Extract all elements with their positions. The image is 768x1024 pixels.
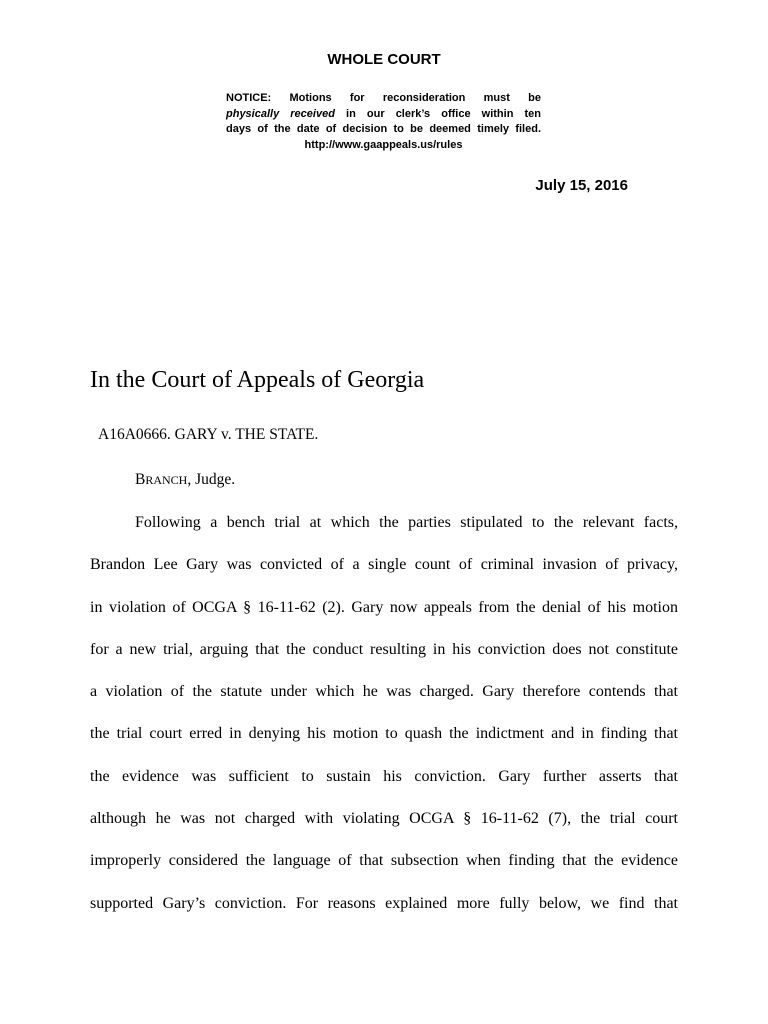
opinion-line: Brandon Lee Gary was convicted of a single count of criminal invasion of privacy, <box>90 556 678 574</box>
judge-initial: B <box>135 471 146 488</box>
notice-text-1: Motions for reconsideration must be <box>289 92 541 104</box>
opinion-line: a violation of the statute under which he was charged. Gary therefore contends that <box>90 683 678 701</box>
notice-line-2 <box>226 107 541 123</box>
opinion-line: improperly considered the language of that subsection when finding that the evidence <box>90 852 678 870</box>
opinion-line: although he was not charged with violating OCGA § 16-11-62 (7), the trial court <box>90 810 678 828</box>
notice-text-2: in our clerk’s office within ten <box>346 107 542 120</box>
opinion-line: in violation of OCGA § 16-11-62 (2). Gary now appeals from the denial of his motion <box>90 598 678 616</box>
notice-line-3: days of the date of decision to be deemed timely filed. <box>226 123 541 135</box>
notice-line-1 <box>226 91 541 107</box>
opinion-body <box>90 508 678 931</box>
court-header: WHOLE COURT <box>327 51 441 68</box>
notice-label: NOTICE: <box>226 92 272 104</box>
reconsideration-notice <box>226 91 541 153</box>
opinion-line: the evidence was sufficient to sustain his conviction. Gary further asserts that <box>90 767 678 785</box>
decision-date: July 15, 2016 <box>535 177 628 194</box>
judge-name-smallcaps: RANCH <box>145 473 188 487</box>
judge-name <box>135 469 235 491</box>
case-caption: A16A0666. GARY v. THE STATE. <box>98 426 319 443</box>
notice-emphasis: physically received <box>226 107 335 120</box>
rules-link[interactable]: http://www.gaappeals.us/rules <box>304 138 463 151</box>
opinion-line: the trial court erred in denying his motion to quash the indictment and in finding that <box>90 725 678 743</box>
opinion-line: Following a bench trial at which the parties stipulated to the relevant facts, <box>135 514 678 531</box>
opinion-line: for a new trial, arguing that the conduct resulting in his conviction does not constitute <box>90 640 678 658</box>
judge-suffix: , Judge. <box>187 471 236 488</box>
opinion-line: supported Gary’s conviction. For reasons explained more fully below, we find that <box>90 894 678 912</box>
court-name: In the Court of Appeals of Georgia <box>90 367 425 393</box>
